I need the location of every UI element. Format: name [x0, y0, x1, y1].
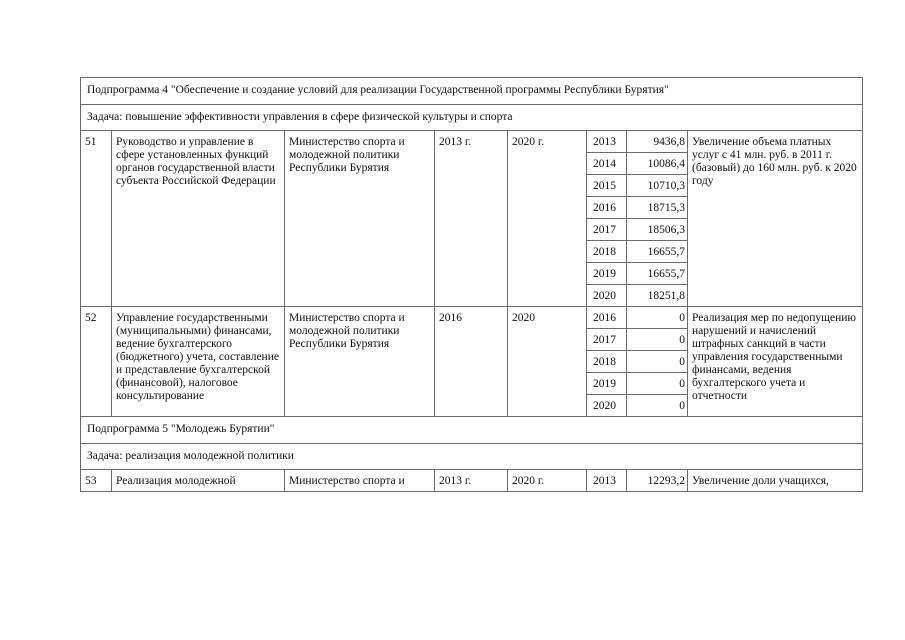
funding-year: 2013: [587, 131, 627, 153]
funding-value: 0: [627, 307, 688, 329]
funding-value: 12293,2: [627, 470, 688, 492]
row-number: 51: [81, 131, 112, 307]
funding-value: 18506,3: [627, 219, 688, 241]
start-year: 2016: [435, 307, 508, 417]
subprogram-4-task: Задача: повышение эффективности управления в сфере физической культуры и спорта: [81, 105, 863, 131]
subprogram-4-title: Подпрограмма 4 "Обеспечение и создание условий для реализации Государственной программы Республики Бурятия": [81, 78, 863, 105]
funding-year: 2014: [587, 153, 627, 175]
funding-value: 9436,8: [627, 131, 688, 153]
executor: Министерство спорта и молодежной политики Республики Бурятия: [285, 307, 435, 417]
table-row-53: [81, 470, 863, 492]
end-year: 2020 г.: [508, 131, 587, 307]
row-number: 52: [81, 307, 112, 417]
expected-result: Увеличение доли учащихся,: [688, 470, 863, 492]
funding-year: 2013: [587, 470, 627, 492]
end-year: 2020: [508, 307, 587, 417]
funding-year: 2020: [587, 395, 627, 417]
program-table: [80, 77, 863, 492]
funding-year: 2018: [587, 351, 627, 373]
funding-year: 2018: [587, 241, 627, 263]
funding-year: 2017: [587, 219, 627, 241]
funding-year: 2019: [587, 263, 627, 285]
executor: Министерство спорта и: [285, 470, 435, 492]
executor: Министерство спорта и молодежной политики Республики Бурятия: [285, 131, 435, 307]
funding-value: 16655,7: [627, 263, 688, 285]
expected-result: Реализация мер по недопущению нарушений и начислений штрафных санкций в части управления государственными финансами, ведения бухгалтерского учета и отчетности: [688, 307, 863, 417]
measure-name: Реализация молодежной: [112, 470, 285, 492]
funding-year: 2015: [587, 175, 627, 197]
start-year: 2013 г.: [435, 470, 508, 492]
funding-value: 0: [627, 351, 688, 373]
table-row-51: [81, 131, 863, 153]
measure-name: Руководство и управление в сфере установленных функций органов государственной власти субъекта Российской Федерации: [112, 131, 285, 307]
funding-year: 2020: [587, 285, 627, 307]
funding-value: 0: [627, 329, 688, 351]
expected-result: Увеличение объема платных услуг с 41 млн. руб. в 2011 г. (базовый) до 160 млн. руб. к 2020 году: [688, 131, 863, 307]
funding-value: 16655,7: [627, 241, 688, 263]
start-year: 2013 г.: [435, 131, 508, 307]
subprogram-5-title: Подпрограмма 5 "Молодежь Бурятии": [81, 417, 863, 444]
row-number: 53: [81, 470, 112, 492]
funding-value: 0: [627, 395, 688, 417]
funding-value: 10710,3: [627, 175, 688, 197]
funding-value: 18251,8: [627, 285, 688, 307]
funding-year: 2016: [587, 307, 627, 329]
funding-year: 2016: [587, 197, 627, 219]
table-row-52: [81, 307, 863, 329]
end-year: 2020 г.: [508, 470, 587, 492]
funding-year: 2017: [587, 329, 627, 351]
measure-name: Управление государственными (муниципальными) финансами, ведение бухгалтерского (бюджетного) учета, составление и представление бухгалтерской (финансовой), налоговое консультирование: [112, 307, 285, 417]
funding-value: 0: [627, 373, 688, 395]
funding-value: 18715,3: [627, 197, 688, 219]
funding-value: 10086,4: [627, 153, 688, 175]
subprogram-5-task: Задача: реализация молодежной политики: [81, 444, 863, 470]
funding-year: 2019: [587, 373, 627, 395]
